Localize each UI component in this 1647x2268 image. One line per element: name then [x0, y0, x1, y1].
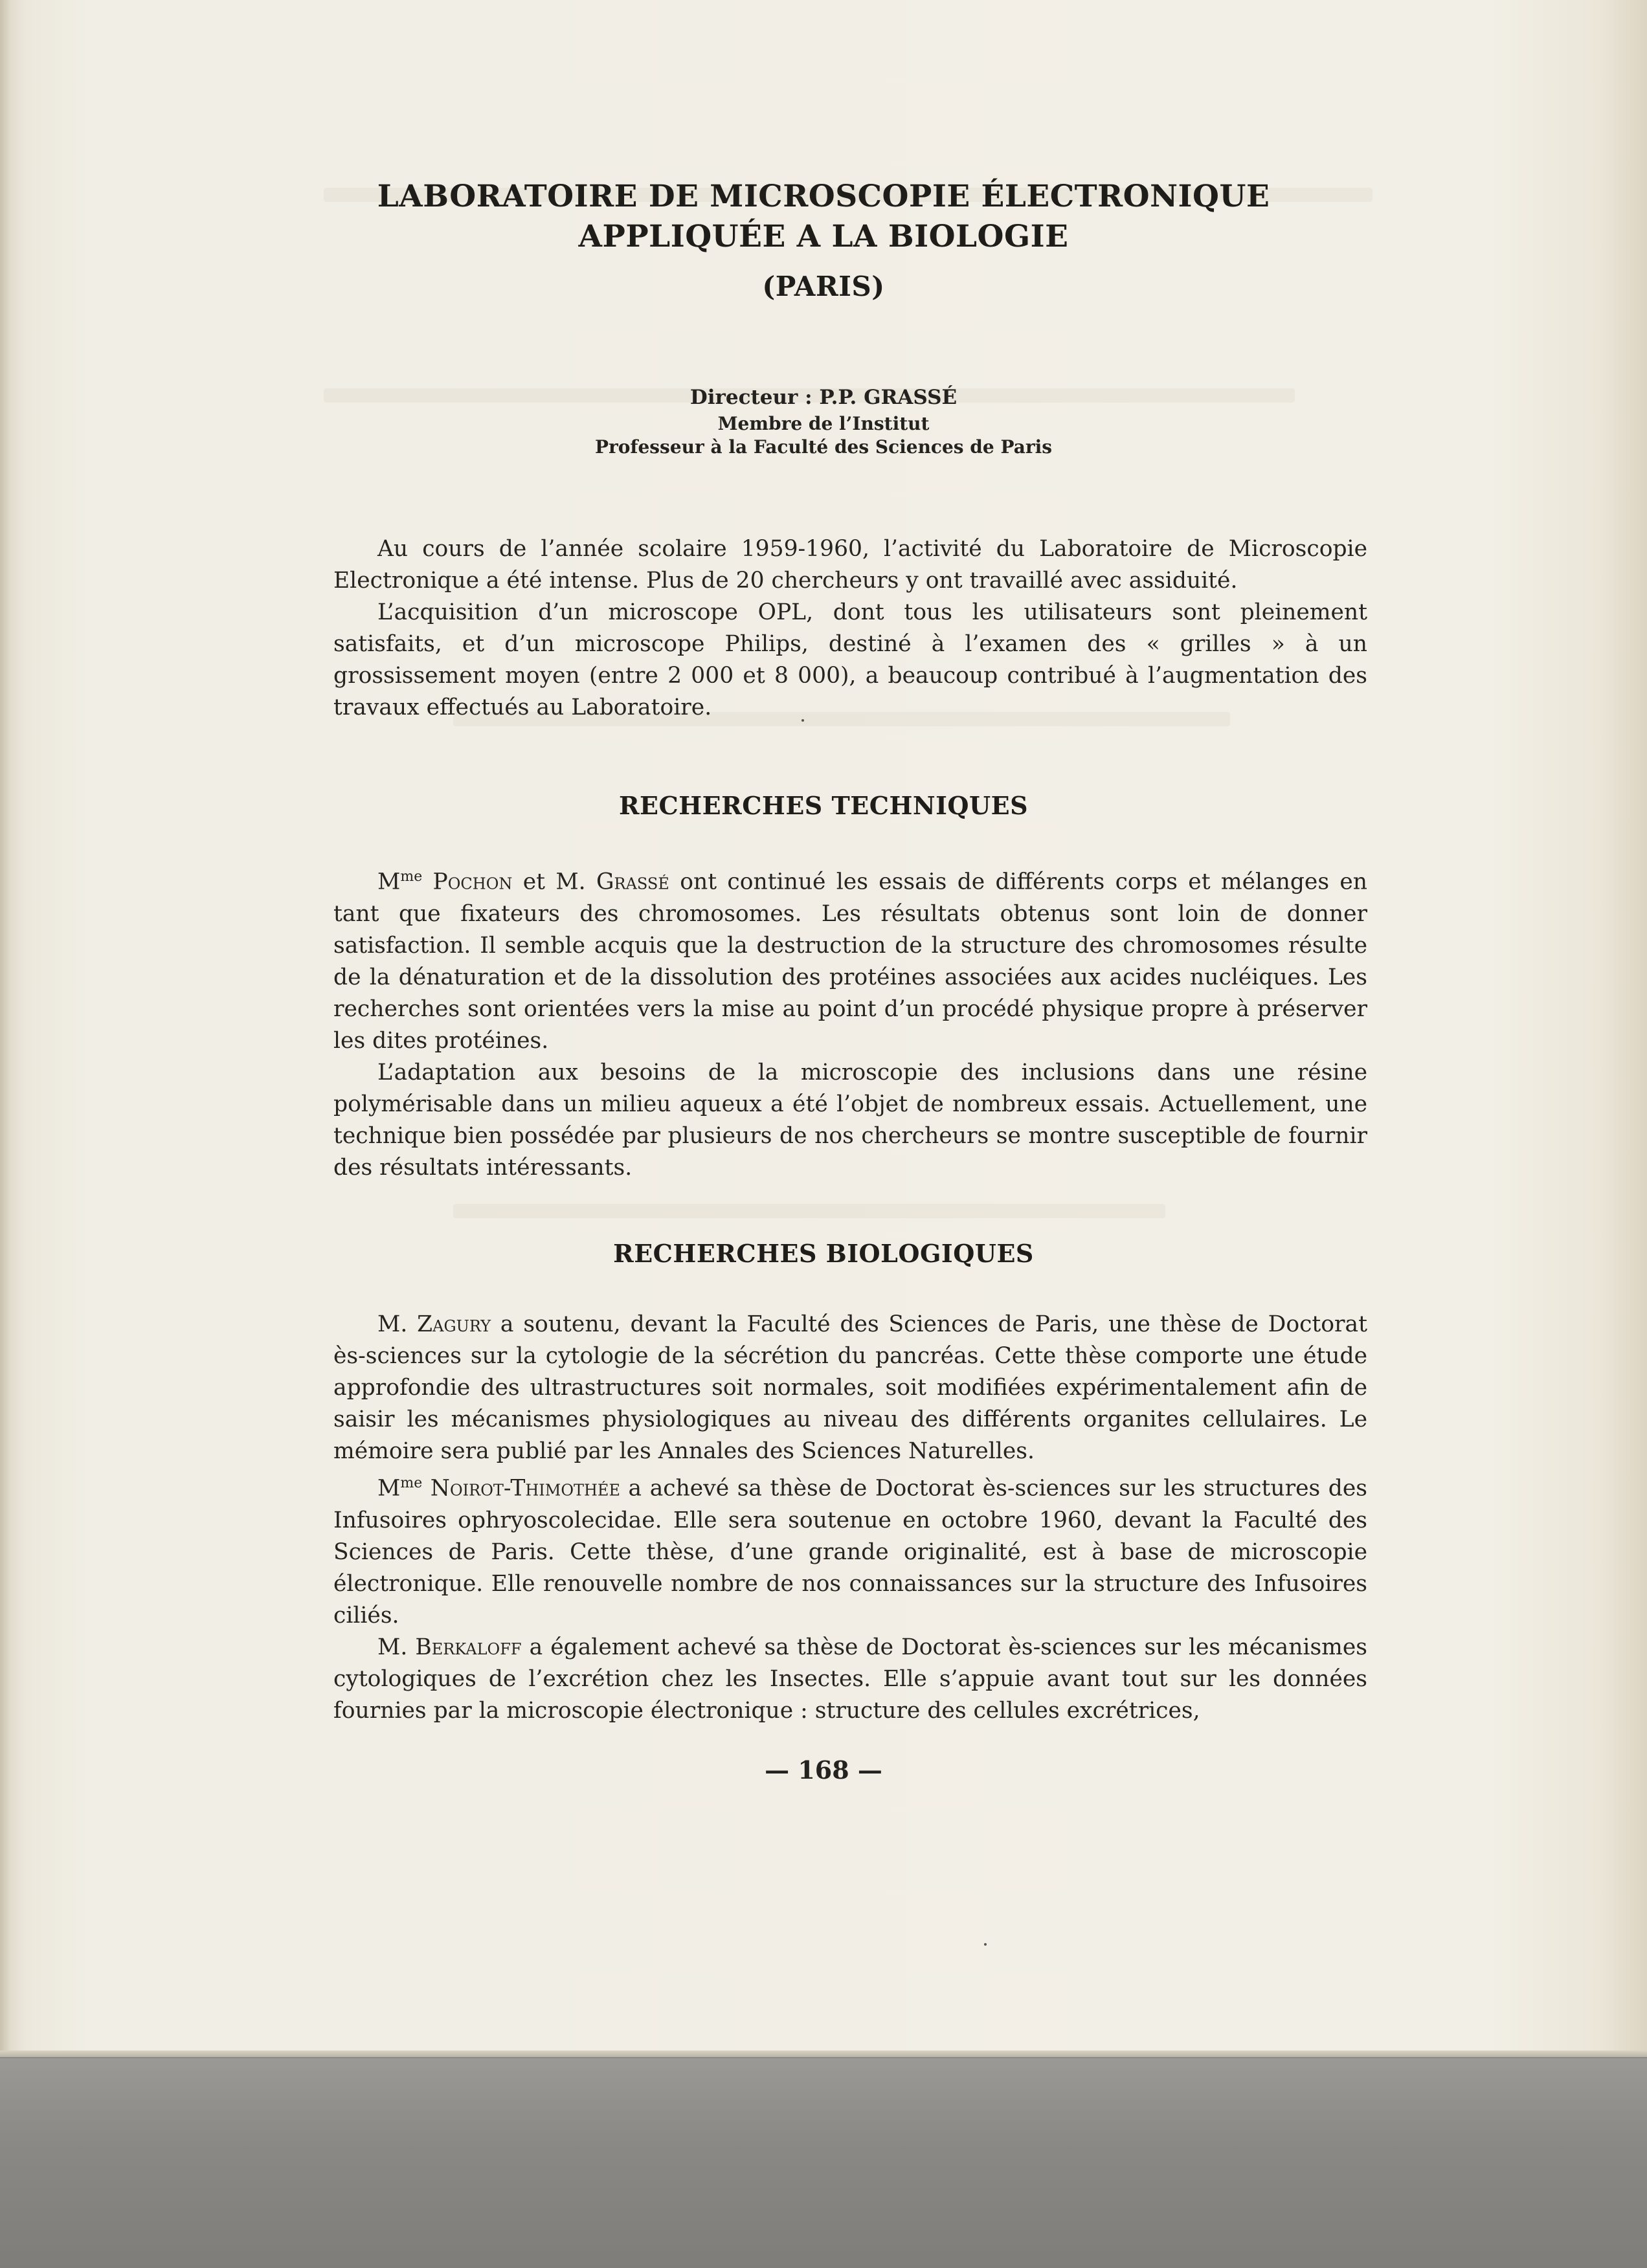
techniques-paragraph-2: L’adaptation aux besoins de la microscopie des inclusions dans une résine polymérisable dans un milieu aqueux a été l’objet de nombreux essais. Actuellement, une technique bien possédée par plusieurs de nos chercheurs se montre susceptible de fournir des résultats intéressants. — [333, 1059, 1367, 1181]
speck — [801, 719, 804, 722]
page-spine-edge — [0, 0, 12, 2057]
show-through — [453, 1204, 1165, 1218]
intro-paragraph-1: Au cours de l’année scolaire 1959-1960, l’activité du Laboratoire de Microscopie Electronique a été intense. Plus de 20 chercheurs y ont travaillé avec assiduité. — [333, 536, 1367, 594]
text-fragment: a soutenu, devant la Faculté des Sciences de Paris, une thèse de Doctorat ès-sciences sur la cytologie de la sécrétion du pancréas. Cette thèse comporte une étude approfondie des ultrastructures soit normales, soit modifiées expérimentalement afin de saisir les mécanismes physiologiques au niveau des différents organites cellulaires. Le mémoire sera publié par les Annales des Sciences Naturelles. — [333, 1311, 1367, 1464]
title-prefix: M — [377, 869, 401, 895]
text-fragment: M. — [377, 1311, 418, 1337]
biologiques-paragraph-1 — [333, 1309, 1367, 1467]
text-fragment: et M. — [512, 869, 596, 895]
intro-section — [333, 533, 1367, 724]
director-affiliation: Membre de l’Institut — [717, 413, 930, 434]
text-fragment: ont continué les essais de différents corps et mélanges en tant que fixateurs des chromosomes. Les résultats obtenus sont loin de donner satisfaction. Il semble acquis que la destruction de la structure des chromosomes résulte de la dénaturation et de la dissolution des protéines associées aux acides nucléiques. Les recherches sont orientées vers la mise au point d’un procédé physique propre à préserver les dites protéines. — [333, 869, 1367, 1054]
biologiques-paragraph-3 — [333, 1632, 1367, 1727]
person-name: Noirot-Thimothée — [430, 1475, 620, 1502]
section-heading-techniques: RECHERCHES TECHNIQUES — [618, 791, 1029, 820]
page-number: — 168 — — [765, 1755, 882, 1784]
person-name: Grassé — [596, 869, 669, 895]
techniques-section — [333, 861, 1367, 1184]
person-name: Berkaloff — [415, 1634, 522, 1660]
text-fragment: M. — [377, 1634, 416, 1660]
intro-paragraph-2: L’acquisition d’un microscope OPL, dont tous les utilisateurs sont pleinement satisfaits, et d’un microscope Philips, destiné à l’examen des « grilles » à un grossissement moyen (entre 2 000 et 8 000), a beaucoup contribué à l’augmentation des travaux effectués au Laboratoire. — [333, 599, 1367, 720]
person-name: Pochon — [432, 869, 513, 895]
biologiques-paragraph-2 — [333, 1467, 1367, 1632]
scanner-background — [0, 2058, 1647, 2268]
title-line-2: APPLIQUÉE A LA BIOLOGIE — [578, 219, 1069, 254]
page-bottom-edge — [0, 2051, 1647, 2057]
person-name: Zagury — [417, 1311, 491, 1337]
director-name: Directeur : P.P. GRASSÉ — [689, 386, 958, 409]
speck — [984, 1943, 987, 1946]
director-position: Professeur à la Faculté des Sciences de Paris — [594, 436, 1053, 458]
text-fragment: a achevé sa thèse de Doctorat ès-sciences sur les structures des Infusoires ophryoscolecidae. Elle sera soutenue en octobre 1960, devant la Faculté des Sciences de Paris. Cette thèse, d’une grande originalité, est à base de microscopie électronique. Elle renouvelle nombre de nos connaissances sur la structure des Infusoires ciliés. — [333, 1475, 1368, 1629]
techniques-paragraph-1 — [333, 861, 1367, 1057]
title-prefix: M — [377, 1475, 401, 1502]
title-line-3: (PARIS) — [762, 271, 885, 302]
title-line-1: LABORATOIRE DE MICROSCOPIE ÉLECTRONIQUE — [377, 179, 1270, 214]
title-superscript: me — [400, 1475, 423, 1491]
section-heading-biologiques: RECHERCHES BIOLOGIQUES — [613, 1239, 1034, 1268]
biologiques-section — [333, 1309, 1367, 1727]
title-superscript: me — [400, 869, 423, 885]
text-fragment: a également achevé sa thèse de Doctorat ès-sciences sur les mécanismes cytologiques de l’excrétion chez les Insectes. Elle s’appuie avant tout sur les données fournies par la microscopie électronique : structure des cellules excrétrices, — [333, 1634, 1367, 1724]
